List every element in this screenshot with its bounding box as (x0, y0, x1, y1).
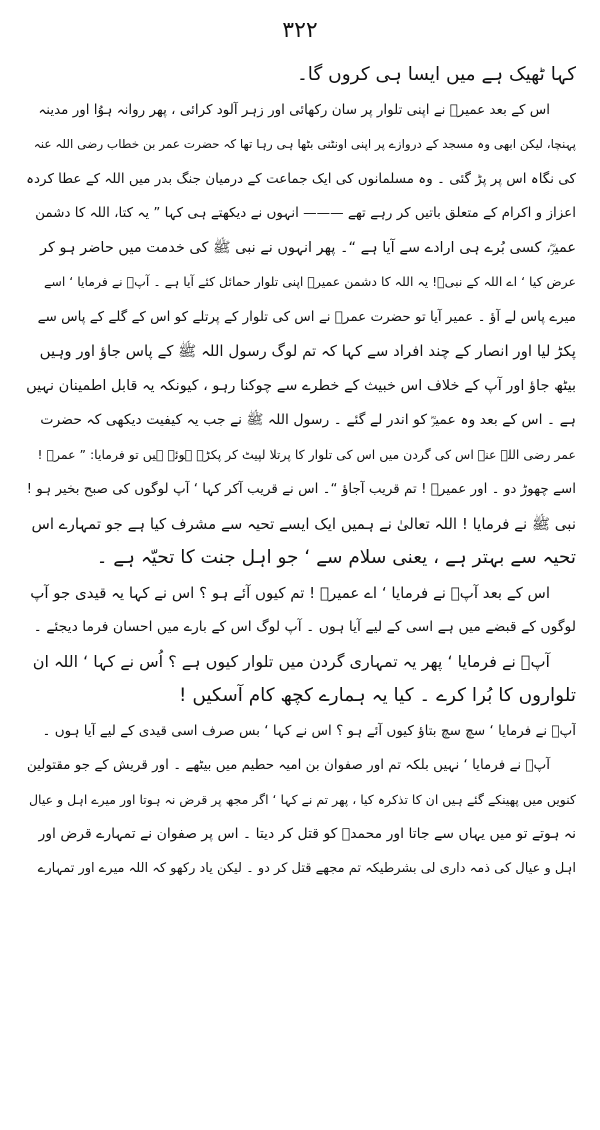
text-line: عمیرؓ، کسی بُرے ہی ارادے سے آیا ہے “۔ پھر انہوں نے نبی ﷺ کی خدمت میں حاضر ہو کر (40, 239, 576, 256)
text-line: کی نگاہ اس پر پڑ گئی ۔ وہ مسلمانوں کی ایک جماعت کے درمیان جنگ بدر میں اللہ کے عطا کردہ (26, 170, 576, 187)
text-line: لوگوں کے قبضے میں ہے اسی کے لیے آیا ہوں ۔ آپ لوگ اس کے بارے میں احسان فرما دیجئے ۔ (33, 619, 576, 635)
text-line: اس کے بعد آپؐ نے فرمایا ‘ اے عمیرؓ ! تم کیوں آئے ہو ؟ اس نے کہا یہ قیدی جو آپ (30, 583, 550, 602)
text-line: آپؐ نے فرمایا ‘ نہیں بلکہ تم اور صفوان بن امیہ حطیم میں بیٹھے ۔ اور قریش کے جو مقتولین (26, 757, 550, 773)
text-line: تلواروں کا بُرا کرے ۔ کیا یہ ہمارے کچھ کام آسکیں ! (179, 685, 576, 706)
text-line: اسے چھوڑ دو ۔ اور عمیرؓ ! تم قریب آجاؤ “۔ اس نے قریب آکر کہا ‘ آپ لوگوں کی صبح بخیر ہو ! (26, 481, 576, 497)
text-line: ہے ۔ اس کے بعد وہ عمیرؓ کو اندر لے گئے ۔ رسول اللہ ﷺ نے جب یہ کیفیت دیکھی کہ حضرت (40, 412, 576, 428)
text-line: میرے پاس لے آؤ ۔ عمیر آیا تو حضرت عمرؓ نے اس کی تلوار کے پرتلے کو اس کے گلے کے پاس سے (37, 308, 576, 325)
text-line: کنویں میں پھینکے گئے ہیں ان کا تذکرہ کیا ، پھر تم نے کہا ‘ اگر مجھ پر قرض نہ ہوتا اور میرے اہل و عیال (28, 791, 576, 807)
text-line: اہل و عیال کی ذمہ داری لی بشرطیکہ تم مجھے قتل کر دو ۔ لیکن یاد رکھو کہ اللہ میرے اور تمہارے (37, 860, 576, 876)
page-number: ۳۲۲ (282, 18, 318, 43)
text-line: اس کے بعد عمیرؓ نے اپنی تلوار پر سان رکھائی اور زہر آلود کرائی ، پھر روانہ ہوُا اور مدینہ (38, 101, 550, 118)
text-line: عرض کیا ‘ اے اللہ کے نبیؐ! یہ اللہ کا دشمن عمیرؓ اپنی تلوار حمائل کئے آیا ہے ۔ آپؐ نے فرمایا ‘ اسے (44, 274, 576, 289)
text-line: پکڑ لیا اور انصار کے چند افراد سے کہا کہ تم لوگ رسول اللہ ﷺ کے پاس جاؤ اور وہیں (39, 342, 576, 360)
text-line: آپؐ نے فرمایا ‘ سچ سچ بتاؤ کیوں آئے ہو ؟ اس نے کہا ‘ بس صرف اسی قیدی کے لیے آیا ہوں ۔ (42, 722, 576, 739)
text-line: عمر رضی اللہ عنہ اس کی گردن میں اس کی تلوار کا پرتلا لپیٹ کر پکڑے ہوئے ہیں تو فرمایا: ” عمرؓ ! (37, 446, 576, 462)
text-line: بیٹھ جاؤ اور آپ کے خلاف اس خبیث کے خطرے سے چوکنا رہو ، کیونکہ یہ قابل اطمینان نہیں (26, 377, 576, 394)
text-line: تحیہ سے بہتر ہے ، یعنی سلام سے ‘ جو اہل جنت کا تحیّہ ہے ۔ (96, 547, 576, 568)
text-line: پہنچا، لیکن ابھی وہ مسجد کے دروازے پر اپنی اونٹنی بٹھا ہی رہا تھا کہ حضرت عمر بن خطاب رضی اللہ عنہ (33, 137, 576, 151)
page-body (24, 58, 576, 886)
text-line: نہ ہوتے تو میں یہاں سے جاتا اور محمدؐ کو قتل کر دیتا ۔ اس پر صفوان نے تمہارے قرض اور (38, 826, 576, 842)
text-line: کہا ٹھیک ہے میں ایسا ہی کروں گا۔ (296, 64, 576, 85)
text-line: نبی ﷺ نے فرمایا ! اللہ تعالیٰ نے ہمیں ایک ایسے تحیہ سے مشرف کیا ہے جو تمہارے اس (31, 514, 576, 533)
text-line: اعزاز و اکرام کے متعلق باتیں کر رہے تھے ——— انہوں نے دیکھتے ہی کہا ” یہ کتا، اللہ کا دشمن (35, 205, 576, 221)
text-line: آپؐ نے فرمایا ‘ پھر یہ تمہاری گردن میں تلوار کیوں ہے ؟ اُس نے کہا ‘ اللہ ان (32, 651, 550, 671)
